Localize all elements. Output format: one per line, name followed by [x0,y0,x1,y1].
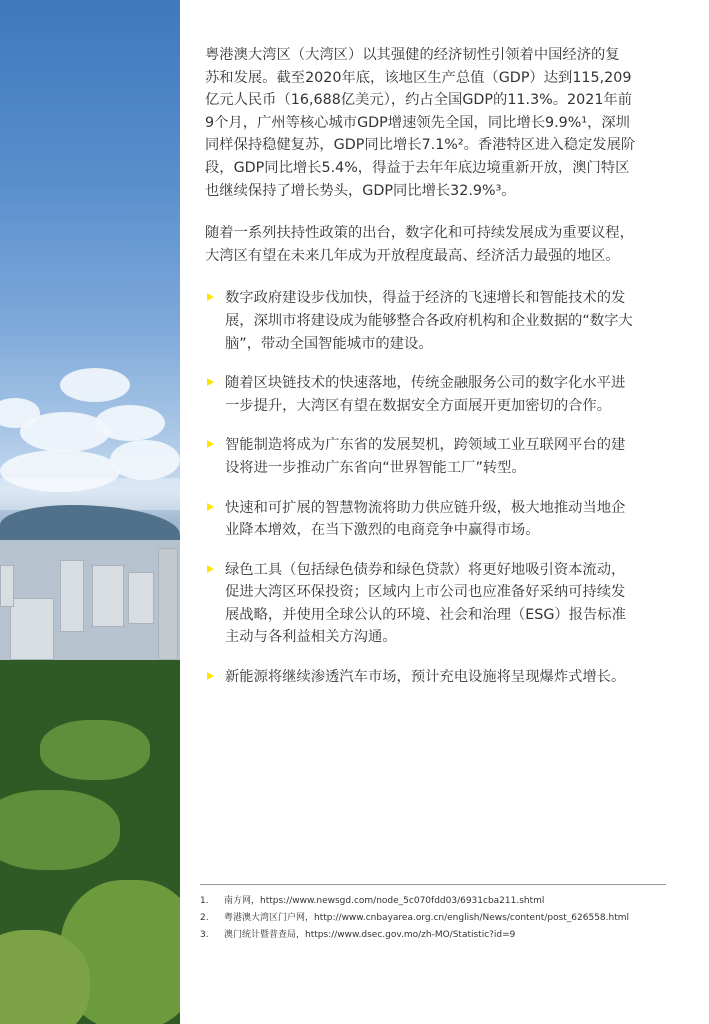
bullet-line: 展，深圳市将建设成为能够整合各政府机构和企业数据的“数字大 [225,312,633,329]
footnote-link-text[interactable]: 澳门统计暨普查局，https://www.dsec.gov.mo/zh-MO/Statistic?id=9 [224,930,516,940]
bullet-item-smart-logistics [205,497,670,542]
footnote-item [200,927,666,944]
bullet-line: 快速和可扩展的智慧物流将助力供应链升级，极大地推动当地企 [225,499,626,516]
agenda-paragraph [205,222,670,267]
cover-photo-city-skyline [0,0,180,1024]
bullet-line: 脑”，带动全国智能城市的建设。 [225,335,433,352]
intro-line: 亿元人民币（16,688亿美元），约占全国GDP的11.3%。2021年前 [205,92,633,109]
bullet-line: 智能制造将成为广东省的发展契机，跨领域工业互联网平台的建 [225,437,626,454]
outlook-bullet-list [205,287,670,688]
bullet-line: 一步提升，大湾区有望在数据安全方面展开更加密切的合作。 [225,397,612,414]
bullet-line: 业降本增效，在当下激烈的电商竞争中赢得市场。 [225,522,540,539]
intro-line: 9个月，广州等核心城市GDP增速领先全国，同比增长9.9%¹，深圳 [205,114,630,131]
main-content [205,44,670,706]
footnote-link-text[interactable]: 南方网，https://www.newsgd.com/node_5c070fdd03/6931cba211.shtml [224,896,545,906]
yellow-triangle-bullet-icon [207,440,214,448]
yellow-triangle-bullet-icon [207,293,214,301]
yellow-triangle-bullet-icon [207,378,214,386]
footnote-link-text[interactable]: 粤港澳大湾区门户网，http://www.cnbayarea.org.cn/english/News/content/post_626558.html [224,913,630,923]
yellow-triangle-bullet-icon [207,565,214,573]
agenda-line: 大湾区有望在未来几年成为开放程度最高、经济活力最强的地区。 [205,247,620,264]
bullet-item-digital-government [205,287,670,355]
footnote-number: 3. [200,930,209,940]
intro-line: 粤港澳大湾区（大湾区）以其强健的经济韧性引领着中国经济的复 [205,47,620,63]
agenda-line: 随着一系列扶持性政策的出台，数字化和可持续发展成为重要议程， [205,225,634,242]
bullet-item-smart-manufacturing [205,434,670,479]
intro-line: 也继续保持了增长势头，GDP同比增长32.9%³。 [205,182,516,199]
bullet-line: 数字政府建设步伐加快，得益于经济的飞速增长和智能技术的发 [225,290,626,307]
footnote-number: 2. [200,913,209,923]
bullet-line: 促进大湾区环保投资；区域内上市公司也应准备好采纳可持续发 [225,584,626,601]
footnote-item [200,893,666,910]
bullet-item-blockchain [205,372,670,417]
yellow-triangle-bullet-icon [207,503,214,511]
bullet-line: 新能源将继续渗透汽车市场，预计充电设施将呈现爆炸式增长。 [225,669,626,686]
footnotes [200,884,666,944]
footnote-number: 1. [200,896,209,906]
bullet-item-green-finance [205,559,670,649]
yellow-triangle-bullet-icon [207,672,214,680]
intro-paragraph [205,44,670,202]
bullet-item-new-energy [205,666,670,689]
bullet-line: 设将进一步推动广东省向“世界智能工厂”转型。 [225,459,526,476]
intro-line: 段，GDP同比增长5.4%，得益于去年年底边境重新开放，澳门特区 [205,159,630,176]
bullet-line: 绿色工具（包括绿色债券和绿色贷款）将更好地吸引资本流动， [225,561,626,578]
bullet-line: 随着区块链技术的快速落地，传统金融服务公司的数字化水平进 [225,375,626,392]
footnote-item [200,910,666,927]
bullet-line: 展战略，并使用全球公认的环境、社会和治理（ESG）报告标准 [225,606,626,623]
intro-line: 苏和发展。截至2020年底，该地区生产总值（GDP）达到115,209 [205,69,632,86]
intro-line: 同样保持稳健复苏，GDP同比增长7.1%²。香港特区进入稳定发展阶 [205,137,636,154]
bullet-line: 主动与各利益相关方沟通。 [225,629,397,646]
